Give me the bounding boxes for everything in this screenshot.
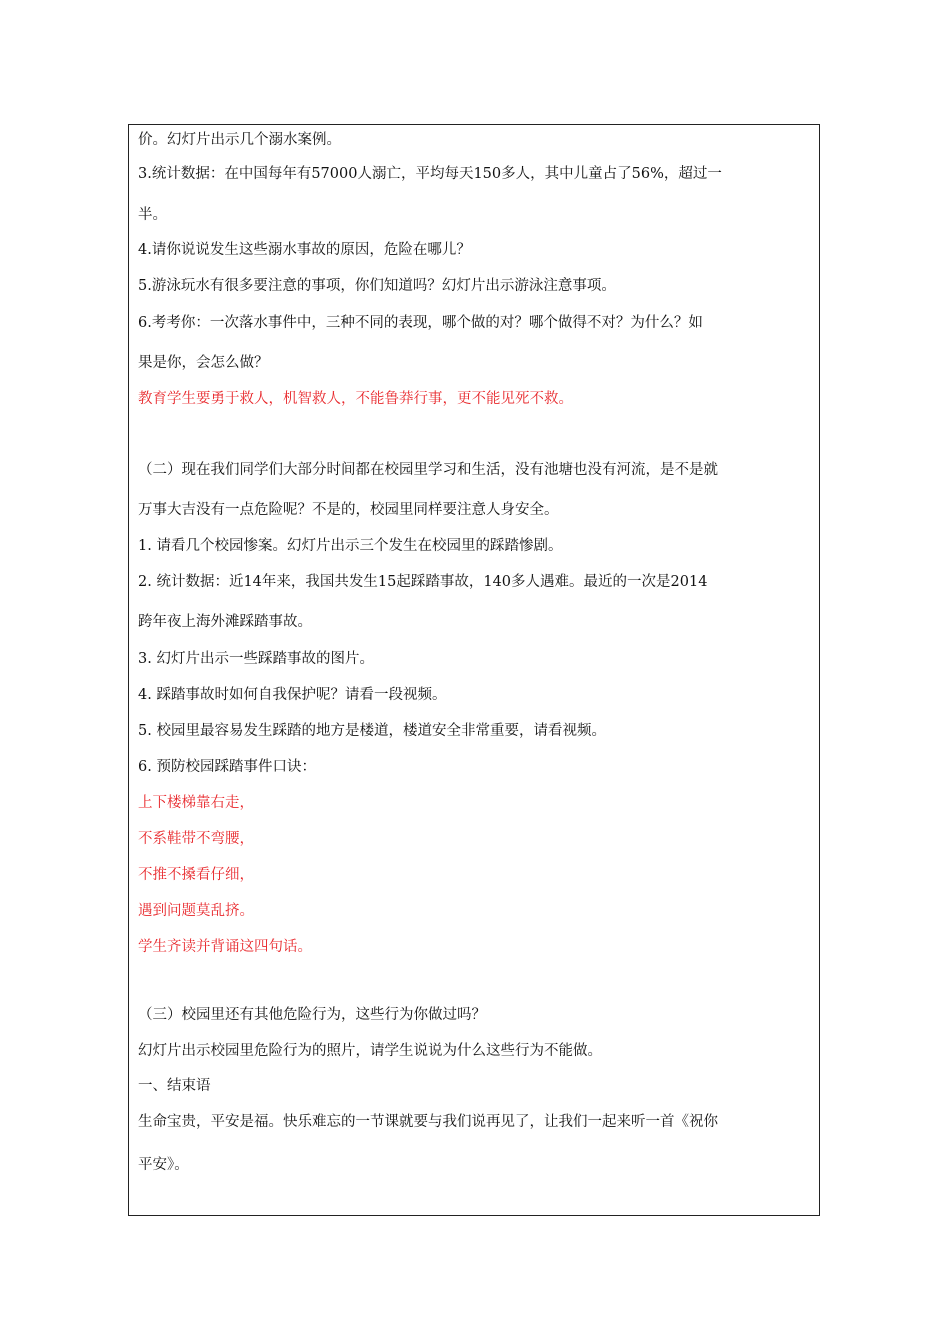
highlight-line: 上下楼梯靠右走， xyxy=(138,795,254,811)
text-line: 4.请你说说发生这些溺水事故的原因，危险在哪儿？ xyxy=(138,242,471,258)
highlight-line: 教育学生要勇于救人，机智救人，不能鲁莽行事，更不能见死不救。 xyxy=(138,391,573,407)
text-line: 果是你，会怎么做？ xyxy=(138,355,269,371)
text-line: 万事大吉没有一点危险呢？不是的，校园里同样要注意人身安全。 xyxy=(138,502,559,518)
text-line: 生命宝贵，平安是福。快乐难忘的一节课就要与我们说再见了，让我们一起来听一首《祝你 xyxy=(138,1114,718,1130)
text-line: 6.考考你：一次落水事件中，三种不同的表现，哪个做的对？哪个做得不对？为什么？如 xyxy=(138,315,703,331)
text-line: 半。 xyxy=(138,207,167,223)
text-line: 6. 预防校园踩踏事件口诀： xyxy=(138,759,316,775)
text-line: 跨年夜上海外滩踩踏事故。 xyxy=(138,614,312,630)
text-line: 5. 校园里最容易发生踩踏的地方是楼道，楼道安全非常重要，请看视频。 xyxy=(138,723,606,739)
text-line: 幻灯片出示校园里危险行为的照片，请学生说说为什么这些行为不能做。 xyxy=(138,1043,602,1059)
highlight-line: 不系鞋带不弯腰， xyxy=(138,831,254,847)
highlight-line: 不推不搡看仔细， xyxy=(138,867,254,883)
text-line: 4. 踩踏事故时如何自我保护呢？请看一段视频。 xyxy=(138,687,447,703)
section-heading: 一、结束语 xyxy=(138,1078,211,1094)
text-line: （二）现在我们同学们大部分时间都在校园里学习和生活，没有池塘也没有河流，是不是就 xyxy=(138,462,718,478)
highlight-line: 遇到问题莫乱挤。 xyxy=(138,903,254,919)
text-line: 价。幻灯片出示几个溺水案例。 xyxy=(138,132,341,148)
text-line: 2. 统计数据：近14年来，我国共发生15起踩踏事故，140多人遇难。最近的一次是2014 xyxy=(138,574,708,590)
text-line: 3.统计数据：在中国每年有57000人溺亡，平均每天150多人，其中儿童占了56%，超过一 xyxy=(138,166,722,182)
text-line: 5.游泳玩水有很多要注意的事项，你们知道吗？幻灯片出示游泳注意事项。 xyxy=(138,278,616,294)
text-line: 1. 请看几个校园惨案。幻灯片出示三个发生在校园里的踩踏惨剧。 xyxy=(138,538,563,554)
text-line: 3. 幻灯片出示一些踩踏事故的图片。 xyxy=(138,651,374,667)
highlight-line: 学生齐读并背诵这四句话。 xyxy=(138,939,312,955)
text-line: 平安》。 xyxy=(138,1157,189,1173)
text-line: （三）校园里还有其他危险行为，这些行为你做过吗？ xyxy=(138,1007,486,1023)
